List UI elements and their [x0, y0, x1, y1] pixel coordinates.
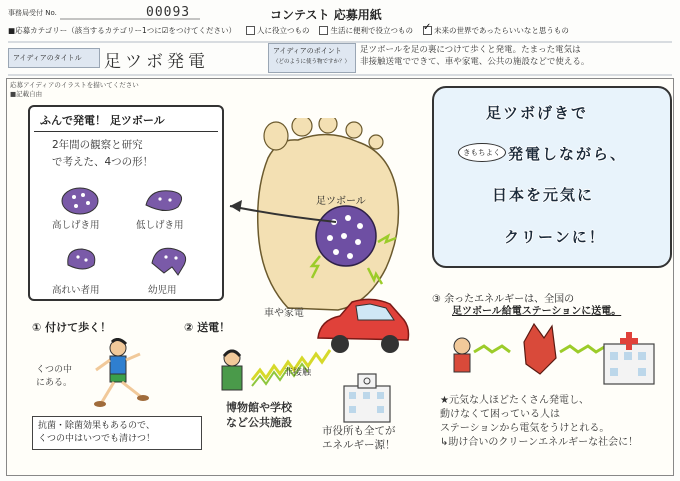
- checkbox-icon[interactable]: [246, 26, 255, 35]
- station-icon: [524, 324, 556, 374]
- facility-label: 博物館や学校 など公共施設: [226, 401, 292, 429]
- point-line-2: 非接触送電でできて、車や家電、公共の施設などで使える。: [360, 57, 590, 67]
- step1-shoe-note: くつの中 にある。: [36, 365, 73, 388]
- kind-label-1: 高しげき用: [52, 220, 100, 231]
- point-sublabel: （どのように使う物ですか？）: [273, 59, 351, 65]
- slogan-line-3: 日本を元気に: [492, 186, 595, 204]
- title-label: アイディアのタイトル: [8, 48, 100, 68]
- serial-underline: [60, 18, 200, 21]
- boy-shirt-icon: [110, 356, 126, 376]
- ball-shape-high-stim: [62, 188, 98, 214]
- step3-note: ★元気な人ほどたくさん発電し、 動けなくて困っている人は ステーションから電気をうけとれる。 ↳助け合いのクリーンエネルギーな社会に！: [440, 395, 639, 448]
- station-illustration: [444, 318, 658, 390]
- step3-title: ③ 余ったエネルギーは、全国の: [432, 294, 575, 305]
- kinds-shapes: [28, 105, 220, 297]
- kind-label-4: 幼児用: [148, 285, 177, 296]
- car-wheel-icon: [381, 335, 399, 353]
- step1-title: ① 付けて歩く！: [32, 321, 112, 334]
- foot-ball-label: 足ツボール: [316, 196, 366, 207]
- slogan-line-1: 足ツボげきで: [486, 104, 589, 122]
- city-hall-illustration: [340, 372, 394, 424]
- kind-label-3: 高れい者用: [52, 285, 100, 296]
- power-wave-illustration: [248, 330, 348, 390]
- slogan-small-word: きもちよく: [458, 143, 506, 162]
- building-icon: [344, 386, 390, 422]
- toe-icon: [369, 135, 383, 149]
- step3-station-label: 足ツボール給電ステーションに送電。: [452, 306, 622, 317]
- illustration-label: 応募アイディアのイラストを描いてください: [10, 81, 139, 89]
- arrow-to-panel: [220, 192, 340, 232]
- ball-shape-child: [152, 248, 186, 275]
- slogan-line-2: 発電しながら、: [508, 145, 628, 163]
- serial-number: 00093: [146, 5, 191, 20]
- category-label: ■応募カテゴリー（該当するカテゴリー1つに☑をつけてください）: [8, 25, 236, 35]
- category-row: [8, 23, 672, 37]
- step2-title: ② 送電！: [184, 321, 231, 334]
- point-label: アイディアのポイント: [273, 47, 342, 55]
- category-option-2[interactable]: 生活に便利で役立つもの: [319, 25, 413, 36]
- category-option-3[interactable]: ✓ 未来の世界であったらいいなと思うもの: [423, 25, 569, 36]
- slogan-box: [432, 86, 672, 268]
- ball-shape-low-stim: [146, 191, 182, 211]
- checked-checkbox-icon[interactable]: [423, 26, 432, 35]
- kind-label-2: 低しげき用: [136, 220, 184, 231]
- ball-shape-elderly: [68, 249, 95, 269]
- car-label: 車や家電: [264, 308, 304, 319]
- kinds-subtext: 2年間の観察と研究 で考えた、4つの形！: [52, 139, 154, 168]
- toe-icon: [264, 122, 288, 150]
- point-line-1: 足ツボールを足の裏につけて歩くと発電。たまった電気は: [360, 45, 581, 55]
- walking-boy-illustration: [82, 338, 162, 413]
- city-hall-label: 市役所も全てが エネルギー源！: [322, 425, 396, 451]
- kinds-heading: ふんで発電！ 足ツボール: [34, 111, 218, 132]
- toe-icon: [319, 118, 337, 133]
- slogan-line-4: クリーンに！: [504, 228, 606, 246]
- category-option-1[interactable]: 人に役立つもの: [246, 25, 310, 36]
- contactless-label: 非接触: [284, 368, 312, 378]
- step1-bottom-note: 抗菌・除菌効果もあるので、 くつの中はいつでも清けつ！: [32, 416, 202, 450]
- office-label: 事務局受付 No.: [8, 9, 57, 17]
- free-label: ■記載自由: [10, 90, 43, 98]
- checkbox-icon[interactable]: [319, 26, 328, 35]
- toe-icon: [346, 122, 362, 138]
- toe-icon: [292, 118, 312, 136]
- form-lines: [8, 41, 672, 77]
- title-value[interactable]: 足ツボ発電: [104, 52, 209, 72]
- form-title: コンテスト 応募用紙: [270, 8, 382, 22]
